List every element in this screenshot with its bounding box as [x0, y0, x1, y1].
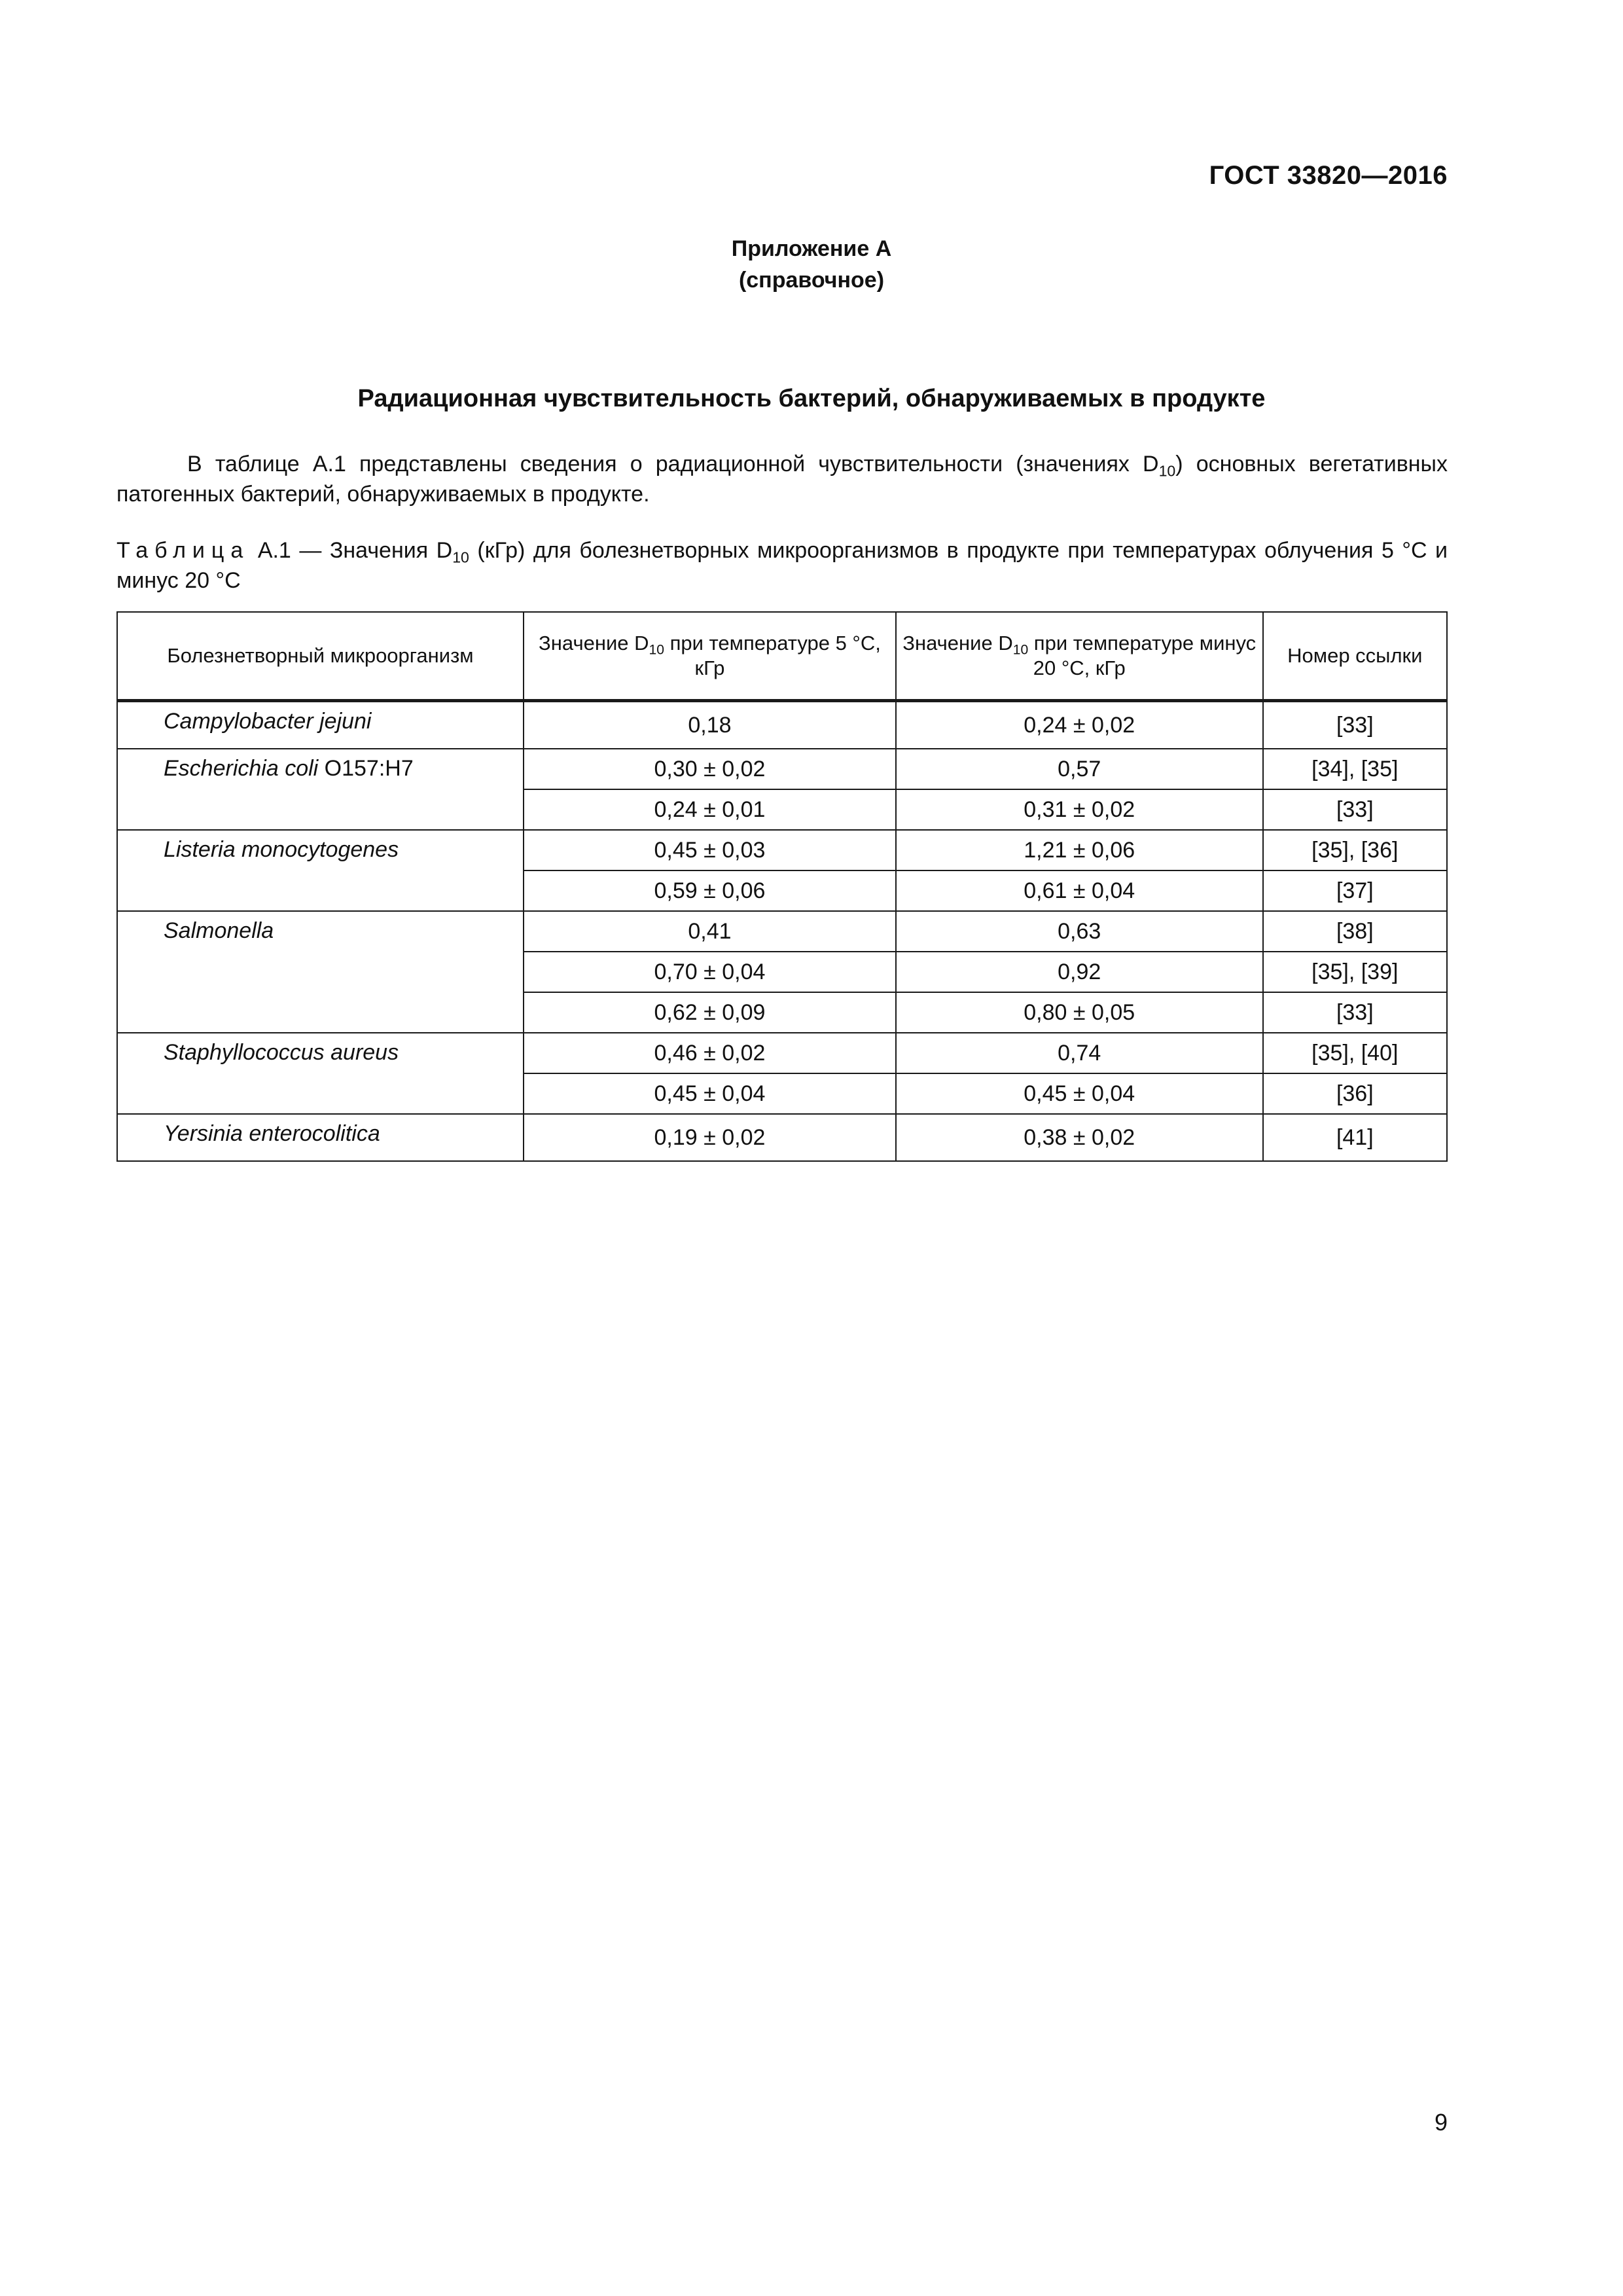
cell-d5: 0,41 — [524, 911, 896, 952]
table-row — [117, 1033, 1447, 1073]
appendix-note: (справочное) — [738, 268, 885, 293]
cell-dm20: 0,63 — [896, 911, 1263, 952]
caption-text-2: (кГр) для болезнетворных микроорганизмов в продукте при температурах облучения 5 °С и минус 20 °С — [116, 538, 1448, 593]
cell-d5: 0,62 ± 0,09 — [524, 992, 896, 1033]
header-d5-sub: 10 — [649, 642, 664, 658]
cell-d5: 0,46 ± 0,02 — [524, 1033, 896, 1073]
cell-organism: Escherichia coli O157:H7 — [117, 749, 524, 830]
cell-d5: 0,19 ± 0,02 — [524, 1114, 896, 1161]
caption-subscript: 10 — [452, 548, 469, 566]
cell-d5: 0,45 ± 0,04 — [524, 1073, 896, 1114]
header-ref: Номер ссылки — [1263, 612, 1447, 701]
table-row — [117, 1114, 1447, 1161]
table-caption — [116, 535, 1448, 596]
header-d10-5c — [524, 612, 896, 701]
table-row — [117, 830, 1447, 870]
cell-dm20: 0,80 ± 0,05 — [896, 992, 1263, 1033]
cell-organism: Staphyllococcus aureus — [117, 1033, 524, 1114]
header-dm20-pre: Значение D — [902, 632, 1013, 655]
cell-ref: [35], [36] — [1263, 830, 1447, 870]
page-number: 9 — [1434, 2109, 1448, 2136]
section-title: Радиационная чувствительность бактерий, обнаруживаемых в продукте — [357, 385, 1266, 412]
standard-number: ГОСТ 33820—2016 — [1209, 161, 1448, 190]
cell-dm20: 1,21 ± 0,06 — [896, 830, 1263, 870]
cell-ref: [33] — [1263, 701, 1447, 749]
cell-dm20: 0,74 — [896, 1033, 1263, 1073]
cell-dm20: 0,45 ± 0,04 — [896, 1073, 1263, 1114]
cell-organism: Yersinia enterocolitica — [117, 1114, 524, 1161]
d10-table — [116, 611, 1448, 1162]
table-row — [117, 749, 1447, 789]
cell-ref: [34], [35] — [1263, 749, 1447, 789]
intro-text-1: В таблице А.1 представлены сведения о радиационной чувствительности (значениях D — [187, 452, 1159, 476]
cell-organism: Campylobacter jejuni — [117, 701, 524, 749]
header-dm20-sub: 10 — [1012, 642, 1029, 658]
caption-text-1: А.1 — Значения D — [249, 538, 453, 563]
cell-ref: [35], [39] — [1263, 952, 1447, 992]
cell-ref: [35], [40] — [1263, 1033, 1447, 1073]
cell-ref: [36] — [1263, 1073, 1447, 1114]
cell-ref: [33] — [1263, 992, 1447, 1033]
cell-ref: [38] — [1263, 911, 1447, 952]
cell-d5: 0,70 ± 0,04 — [524, 952, 896, 992]
header-dm20-post: при температуре минус 20 °С, кГр — [1028, 632, 1257, 679]
cell-ref: [37] — [1263, 870, 1447, 911]
cell-d5: 0,18 — [524, 701, 896, 749]
appendix-heading — [0, 233, 1623, 296]
cell-d5: 0,30 ± 0,02 — [524, 749, 896, 789]
cell-ref: [41] — [1263, 1114, 1447, 1161]
cell-dm20: 0,57 — [896, 749, 1263, 789]
cell-d5: 0,45 ± 0,03 — [524, 830, 896, 870]
cell-dm20: 0,24 ± 0,02 — [896, 701, 1263, 749]
cell-organism: Salmonella — [117, 911, 524, 1033]
cell-dm20: 0,31 ± 0,02 — [896, 789, 1263, 830]
cell-d5: 0,59 ± 0,06 — [524, 870, 896, 911]
appendix-title: Приложение А — [731, 236, 892, 261]
cell-organism: Listeria monocytogenes — [117, 830, 524, 911]
cell-ref: [33] — [1263, 789, 1447, 830]
cell-dm20: 0,92 — [896, 952, 1263, 992]
table-row — [117, 701, 1447, 749]
caption-label: Таблица — [116, 538, 250, 563]
table-header-row — [117, 612, 1447, 701]
header-d10-minus20c — [896, 612, 1263, 701]
header-organism: Болезнетворный микроорганизм — [117, 612, 524, 701]
cell-dm20: 0,61 ± 0,04 — [896, 870, 1263, 911]
intro-subscript: 10 — [1158, 462, 1176, 480]
intro-text-2: ) основных вегетативных патогенных бактерий, обнаруживаемых в продукте. — [116, 452, 1448, 507]
cell-dm20: 0,38 ± 0,02 — [896, 1114, 1263, 1161]
intro-paragraph — [116, 449, 1448, 509]
header-d5-pre: Значение D — [539, 632, 649, 655]
cell-d5: 0,24 ± 0,01 — [524, 789, 896, 830]
header-d5-post: при температуре 5 °С, кГр — [664, 632, 881, 679]
table-row — [117, 911, 1447, 952]
